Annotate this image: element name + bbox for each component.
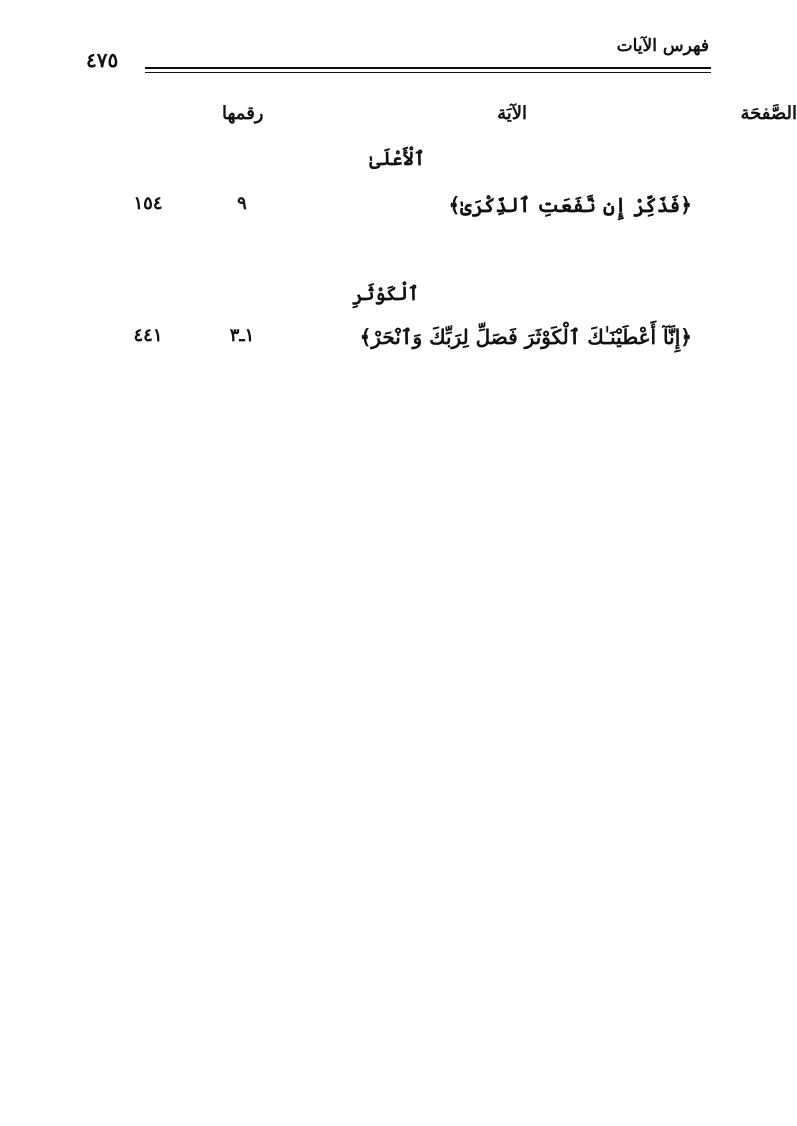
surah-heading: ٱلْكَوْثَرِ — [352, 283, 419, 305]
table-row — [0, 325, 797, 355]
page-number: ٤٧٥ — [86, 48, 119, 72]
verse-number: ١ـ٣ — [229, 325, 255, 346]
column-heading-number: رقمها — [222, 103, 264, 124]
column-heading-page: الصَّفحَة — [740, 103, 797, 124]
verse-page: ١٥٤ — [133, 193, 163, 214]
verse-page: ٤٤١ — [133, 325, 163, 346]
table-row — [0, 193, 797, 223]
header-rule — [145, 67, 711, 69]
verse-text: ﴿إِنَّآ أَعْطَيْنَـٰكَ ٱلْكَوْثَرَ فَصَلِّ لِرَبِّكَ وَٱنْحَرْ﴾ — [359, 325, 692, 349]
header-rule-thin — [145, 72, 711, 73]
column-heading-verse: الآيَة — [497, 103, 527, 124]
verse-text: ﴿فَذَكِّرْ إِن نَّفَعَتِ ٱلذِّكْرَىٰ﴾ — [448, 193, 692, 217]
verse-number: ٩ — [237, 193, 247, 214]
surah-heading: ٱلْأَعْلَىٰ — [369, 148, 425, 170]
running-title: فهرس الآيات — [616, 36, 709, 56]
